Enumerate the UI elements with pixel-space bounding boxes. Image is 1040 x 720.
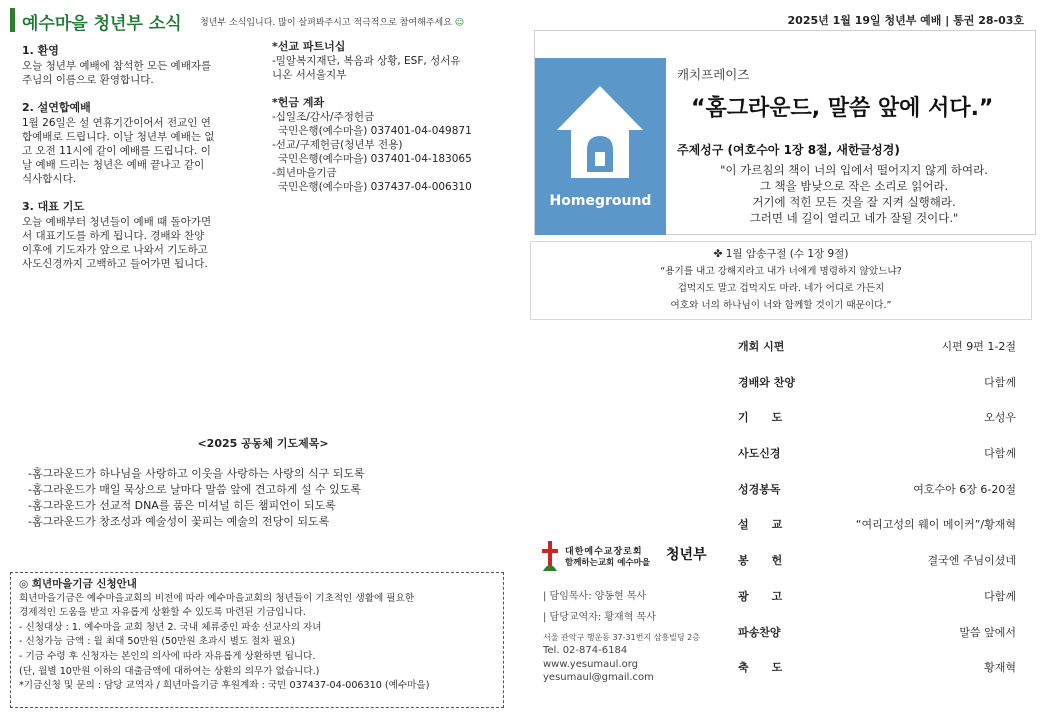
fund-title: ◎ 희년마을기금 신청안내 xyxy=(19,578,137,590)
announcement-line: 날 예배 드리는 청년은 예배 끝나고 같이 xyxy=(22,159,205,171)
order-value: 다함께 xyxy=(984,447,1016,461)
verse-line: 거기에 적힌 모든 것을 잘 지켜 실행해라. xyxy=(752,195,956,209)
announcement-line: 식사합시다. xyxy=(22,173,77,185)
order-value: 여호수아 6장 6-20절 xyxy=(913,482,1016,496)
accounts-title: *헌금 계좌 xyxy=(272,96,325,109)
fund-line: - 신청대상 : 1. 예수마을 교회 청년 2. 국내 체류중인 파송 선교사의 자녀 xyxy=(19,621,322,633)
order-row xyxy=(738,445,1016,481)
cross-icon xyxy=(540,541,560,571)
order-value: 결국엔 주님이셨네 xyxy=(927,554,1016,568)
order-row xyxy=(738,481,1016,517)
announcement-joint-service xyxy=(22,101,252,186)
prayer-item: -홈그라운드가 선교적 DNA를 품은 미셔널 히든 챔피언이 되도록 xyxy=(28,499,336,512)
order-of-worship xyxy=(738,338,1016,695)
announcement-line: 합예배로 드립니다. 이날 청년부 예배는 없 xyxy=(22,131,215,143)
announcement-title: 1. 환영 xyxy=(22,44,59,57)
catchphrase-headline: “홈그라운드, 말씀 앞에 서다.” xyxy=(691,96,994,121)
catchphrase-label: 캐치프레이즈 xyxy=(677,67,750,82)
order-row xyxy=(738,409,1016,445)
church-name: 함께하는교회 예수마을 xyxy=(565,558,651,568)
partners-line: 니온 서서울지부 xyxy=(272,69,347,81)
announcement-line: 오늘 예배부터 청년들이 예배 때 돌아가면 xyxy=(22,216,212,228)
announcement-line: 1월 26일은 설 연휴기간이어서 전교인 연 xyxy=(22,117,211,129)
order-role: 성경봉독 xyxy=(738,482,781,496)
announcement-title: 2. 설연합예배 xyxy=(22,101,91,114)
theme-verse-title: 주제성구 (여호수아 1장 8절, 새한글성경) xyxy=(677,143,900,157)
smile-icon: ☺ xyxy=(454,18,465,28)
homeground-logo xyxy=(535,58,666,235)
verse-line: "이 가르침의 책이 너의 입에서 떨어지지 않게 하여라. xyxy=(720,163,988,177)
memory-verse-panel xyxy=(530,241,1032,320)
account-line: -십일조/감사/주정헌금 xyxy=(272,111,375,123)
memory-verse-line: 겁먹지도 말고 겁먹지도 마라. 네가 어디로 가든지 xyxy=(677,283,885,294)
account-line: 국민은행(예수마을) 037401-04-049871 xyxy=(278,125,472,137)
announcement-line: 주님의 이름으로 환영합니다. xyxy=(22,74,154,86)
announcement-line: 서 대표기도를 하게 됩니다. 경배와 찬양 xyxy=(22,230,205,242)
order-row xyxy=(738,338,1016,374)
prayer-item: -홈그라운드가 매일 묵상으로 날마다 말씀 앞에 견고하게 설 수 있도록 xyxy=(28,483,361,496)
order-row xyxy=(738,516,1016,552)
church-logo xyxy=(540,541,720,569)
account-line: 국민은행(예수마을) 037401-04-183065 xyxy=(278,153,472,165)
announcement-line: 사도신경까지 고백하고 들어가면 됩니다. xyxy=(22,258,208,270)
order-role: 봉 헌 xyxy=(738,554,783,568)
group-name: 청년부 xyxy=(666,547,707,563)
memory-verse-line: “용기를 내고 강해지라고 내가 너에게 명령하지 않았느냐? xyxy=(660,266,902,277)
memory-verse-title: ✤ 1월 암송구절 (수 1장 9절) xyxy=(713,248,849,260)
order-role: 광 고 xyxy=(738,589,783,603)
announcement-line: 오늘 청년부 예배에 참석한 모든 예배자를 xyxy=(22,60,212,72)
header-accent-bar xyxy=(10,8,15,32)
account-line: -선교/구제헌금(청년부 전용) xyxy=(272,139,403,151)
order-value: 다함께 xyxy=(984,589,1016,603)
announcements xyxy=(22,44,252,285)
fund-line: (단, 월별 10만원 이하의 대출금액에 대하여는 상환의 의무가 없습니다.) xyxy=(19,665,320,677)
account-line: 국민은행(예수마을) 037437-04-006310 xyxy=(278,181,472,193)
account-line: -희년마을기금 xyxy=(272,167,337,179)
verse-line: 그 책을 밤낮으로 작은 소리로 읽어라. xyxy=(759,179,949,193)
order-row xyxy=(738,374,1016,410)
order-role: 개회 시편 xyxy=(738,340,785,353)
order-value: 시편 9편 1-2절 xyxy=(941,340,1016,353)
announcement-line: 이후에 기도자가 앞으로 나와서 기도하고 xyxy=(22,244,208,256)
prayer-topics xyxy=(28,436,498,530)
order-row xyxy=(738,624,1016,660)
fund-line: 경제적인 도움을 받고 자유롭게 상환할 수 있도록 마련된 기금입니다. xyxy=(19,607,306,619)
order-row xyxy=(738,659,1016,695)
order-value: 다함께 xyxy=(984,375,1016,389)
offering-accounts xyxy=(272,96,512,194)
announcement-title: 3. 대표 기도 xyxy=(22,200,84,213)
order-value: 말씀 앞에서 xyxy=(959,625,1016,639)
church-website[interactable]: www.yesumaul.org xyxy=(543,658,638,670)
order-row xyxy=(738,588,1016,624)
mission-partners xyxy=(272,40,512,82)
prayer-item: -홈그라운드가 창조성과 예술성이 꽃피는 예술의 전당이 되도록 xyxy=(28,515,330,528)
order-role: 축 도 xyxy=(738,661,783,675)
fund-line: - 기금 수령 후 신청자는 본인의 의사에 따라 자유롭게 상환하면 됩니다. xyxy=(19,650,316,662)
order-value: 오성우 xyxy=(984,411,1016,425)
partners-title: *선교 파트너십 xyxy=(272,40,346,53)
order-role: 기 도 xyxy=(738,411,783,425)
church-phone: Tel. 02-874-6184 xyxy=(543,645,628,656)
prayer-item: -홈그라운드가 하나님을 사랑하고 이웃을 사랑하는 사랑의 식구 되도록 xyxy=(28,467,365,480)
order-value: 황재혁 xyxy=(984,661,1016,675)
logo-text: Homeground xyxy=(549,193,652,209)
fund-line: *기금신청 및 문의 : 담당 교역자 / 희년마을기금 후원계좌 : 국민 037437-04-006310 (예수마을) xyxy=(19,680,430,692)
order-row xyxy=(738,552,1016,588)
jubilee-fund-notice xyxy=(10,572,504,708)
order-role: 사도신경 xyxy=(738,447,781,461)
contact-info xyxy=(543,590,723,685)
announcement-prayer xyxy=(22,200,252,271)
fund-line: 희년마을기금은 예수마을교회의 비전에 따라 예수마을교회의 청년들이 기초적인 생활에 필요한 xyxy=(19,592,415,604)
theme-verse xyxy=(677,162,1031,226)
announcement-welcome xyxy=(22,44,252,87)
order-value: “여리고성의 웨이 메이커”/황재혁 xyxy=(855,518,1016,532)
church-email[interactable]: yesumaul@gmail.com xyxy=(543,672,654,683)
order-role: 경배와 찬양 xyxy=(738,375,795,389)
senior-pastor: | 담임목사: 양동현 목사 xyxy=(543,591,647,602)
announcement-line: 고 오전 11시에 같이 예배를 드립니다. 이 xyxy=(22,145,211,157)
prayer-title: <2025 공동체 기도제목> xyxy=(197,437,329,450)
church-address: 서울 관악구 행운동 37-31번지 삼흥빌딩 2층 xyxy=(543,633,700,642)
verse-line: 그러면 네 길이 열리고 네가 잘될 것이다." xyxy=(749,211,959,225)
order-role: 파송찬양 xyxy=(738,625,781,639)
page-title: 예수마을 청년부 소식 xyxy=(22,14,182,34)
issue-date: 2025년 1월 19일 청년부 예배 | 통권 28-03호 xyxy=(787,14,1024,27)
memory-verse-line: 여호와 너의 하나님이 너와 함께할 것이기 때문이다.” xyxy=(670,300,892,311)
denomination-name: 대한예수교장로회 xyxy=(565,547,643,557)
header xyxy=(10,8,1030,32)
partners-accounts xyxy=(272,40,512,208)
catchphrase-panel xyxy=(534,30,1036,235)
fund-line: - 신청가능 금액 : 월 최대 50만원 (50만원 초과시 별도 절차 필요) xyxy=(19,636,296,648)
youth-pastor: | 담당교역자: 황재혁 목사 xyxy=(543,612,656,623)
house-icon xyxy=(535,68,666,198)
partners-line: -밀알복지재단, 복음과 상황, ESF, 성서유 xyxy=(272,55,461,67)
page-subtitle: 청년부 소식입니다. 많이 살펴봐주시고 적극적으로 참여해주세요 ☺ xyxy=(200,18,465,28)
order-role: 설 교 xyxy=(738,518,783,532)
